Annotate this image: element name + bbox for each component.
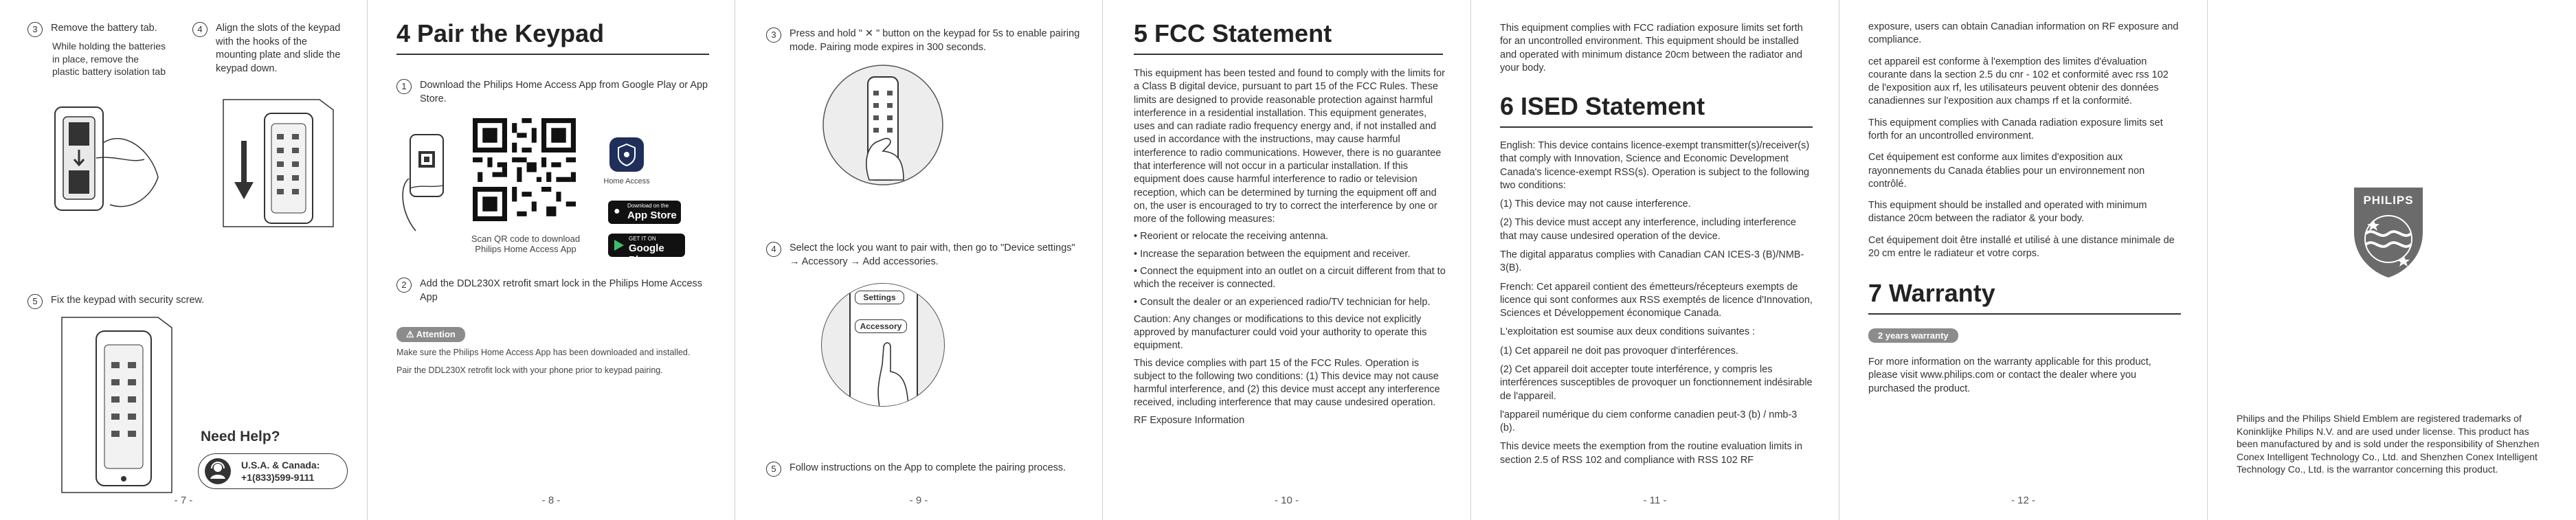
step-text: Download the Philips Home Access App from Google Play or App Store. [420,80,708,104]
ised-paragraph: The digital apparatus complies with Canadian CAN ICES-3 (B)/NMB-3(B). [1500,249,1804,274]
rf-exposure-text: This equipment complies with FCC radiation exposure limits set forth for an uncontrolled environment. This equipment should be installed and operated with minimum distance 20cm between the radiator and your body. [1500,23,1803,74]
page-number: - 10 - [1274,495,1299,506]
ised-paragraph: French: Cet appareil contient des émetteurs/récepteurs exempts de licence qui sont conformes aux RSS exemptés de licence d'Innovation, Sciences et Développement économique Canada. [1500,281,1813,319]
step-download-app [396,79,713,106]
press-hold-illustration [821,63,945,187]
page-7 [0,0,368,520]
canada-body [1868,21,2181,269]
qr-caption-line1: Scan QR code to download [471,234,581,244]
ised-paragraph: (1) Cet appareil ne doit pas provoquer d'interférences. [1500,345,1738,357]
step-number: 5 [766,462,781,477]
canada-paragraph: Cet équipement doit être installé et utilisé à une distance minimale de 20 cm entre le radiateur et votre corps. [1868,234,2175,259]
title-rule [1134,54,1443,55]
support-agent-icon [204,457,232,485]
fcc-paragraph: This device complies with part 15 of the FCC Rules. Operation is subject to the following two conditions: (1) This device may not cause harmful interference, and (2) this device must accept any interference received, including interference that may cause undesired operation. [1134,357,1440,409]
step-number: 4 [192,22,208,37]
section-heading: 7 Warranty [1868,279,1995,307]
page-10 [1103,0,1471,520]
ised-body [1500,139,1813,467]
attention-badge [396,327,465,342]
warning-icon: ⚠ [406,329,414,339]
step-number: 1 [396,79,412,94]
canada-paragraph: This equipment complies with Canada radiation exposure limits set forth for an uncontrolled environment. [1868,117,2163,142]
step-number: 3 [766,27,781,43]
step-number: 5 [27,294,43,309]
app-store-small: Download on the [627,203,669,209]
google-play-badge[interactable] [608,234,685,266]
attention-line-1: Make sure the Philips Home Access App has been downloaded and installed. [396,348,691,357]
trademark-notice: Philips and the Philips Shield Emblem are registered trademarks of Koninklijke Philips N.V. and are used under license. This product has been manufactured by and is sold under the responsibility of Shenzhen Conex Intelligent Technology Co., Ltd. and Shenzhen Conex Intelligent Technology Co., Ltd. is the warrantor concerning this product. [2237,413,2540,475]
page-12 [1839,0,2208,520]
step-text: Fix the keypad with security screw. [51,295,205,306]
google-play-big: Google Play [629,242,664,266]
section-title [1134,19,1443,70]
step-number: 2 [396,278,412,293]
step-number: 3 [27,22,43,37]
fcc-paragraph: This equipment has been tested and found to comply with the limits for a Class B digital device, pursuant to part 15 of the FCC Rules. These limits are designed to provide reasonable protection against harmful interference in a residential installation. This equipment generates, uses and can radiate radio frequency energy and, if not installed and used in accordance with the instructions, may cause harmful interference to radio communications. However, there is no guarantee that interference will not occur in a particular installation. If this equipment does cause harmful interference to radio or television reception, which can be determined by turning the equipment off and on, the user is encouraged to try to correct the interference by one or more of the following measures: [1134,68,1445,225]
fcc-bullet: • Consult the dealer or an experienced radio/TV technician for help. [1134,296,1431,308]
step-title: Remove the battery tab. [51,23,157,34]
ised-paragraph: English: This device contains licence-exempt transmitter(s)/receiver(s) that comply with Innovation, Science and Economic Development Canada's licence-exempt RSS(s). Operation is subject to the following two conditions: [1500,140,1810,191]
section-title [1868,279,2181,330]
keypad-slide-illustration [216,93,340,230]
canada-paragraph: Cet équipement est conforme aux limites d'exposition aux rayonnements du Canada établies pour un environnement non contrôlé. [1868,152,2145,190]
philips-wordmark: PHILIPS [2363,194,2414,207]
app-store-big: App Store [627,210,677,221]
fcc-body [1134,67,1446,427]
home-access-app-icon [609,137,644,172]
fcc-bullet: • Connect the equipment into an outlet on a circuit different from that to which the receiver is connected. [1134,265,1446,291]
ised-paragraph: l'appareil numérique du ciem conforme canadien peut-3 (b) / nmb-3 (b). [1500,409,1797,434]
canada-paragraph: cet appareil est conforme à l'exemption des limites d'évaluation courante dans la section 2.5 du cnr - 102 et conformité avec rss 102 de l'exposition aux rf, les utilisateurs peuvent obtenir des données canadiennes sur l'exposition aux champs rf et la conformité. [1868,56,2169,107]
step-text: Follow instructions on the App to complete the pairing process. [789,462,1066,473]
step-select-lock [766,242,1082,269]
title-rule [1868,313,2181,315]
page-number: - 7 - [174,495,193,506]
app-screen-illustration [821,283,945,407]
step-align-keypad [192,22,347,76]
page-9 [735,0,1103,520]
step-remove-battery-tab [27,22,192,37]
fcc-bullet: • Increase the separation between the equipment and receiver. [1134,248,1411,260]
fcc-bullet: • Reorient or relocate the receiving antenna. [1134,231,1329,242]
section-heading: 6 ISED Statement [1500,92,1705,120]
step-text: Align the slots of the keypad with the hooks of the mounting plate and slide the keypad down. [216,23,341,74]
ised-paragraph: (2) Cet appareil doit accepter toute interférence, y compris les interférences susceptibles de provoquer un fonctionnement indésirable de l'appareil. [1500,363,1813,402]
warranty-badge: 2 years warranty [1868,328,1958,343]
title-rule [396,54,709,55]
help-box [198,453,348,489]
canada-paragraph: This equipment should be installed and operated with minimum distance 20cm between the radiator & your body. [1868,200,2147,225]
help-phone: +1(833)599-9111 [241,472,315,483]
play-icon [614,239,625,251]
attention-line-2: Pair the DDL230X retrofit lock with your phone prior to keypad pairing. [396,365,663,375]
battery-tab-illustration [48,102,165,218]
fcc-subheading: RF Exposure Information [1134,414,1245,426]
help-region: U.S.A. & Canada: [241,460,320,471]
philips-shield-logo [2351,184,2426,280]
section-heading: 5 FCC Statement [1134,19,1332,47]
ised-paragraph: (2) This device must accept any interference, including interference that may cause undesired operation of the device. [1500,217,1796,242]
qr-caption [471,234,581,254]
attention-label: Attention [416,329,456,339]
section-title [1500,92,1813,143]
step-text: Add the DDL230X retrofit smart lock in the Philips Home Access App [420,278,703,303]
step-text: Select the lock you want to pair with, then go to "Device settings" → Accessory → Add accessories. [789,242,1075,267]
fcc-paragraph: Caution: Any changes or modifications to this device not explicitly approved by manufacturer could void your authority to operate this equipment. [1134,313,1427,352]
page-number: - 12 - [2011,495,2035,506]
step-detail: While holding the batteries in place, remove the plastic battery isolation tab [52,41,166,78]
keypad-screw-illustration [55,310,179,496]
section-title [396,19,709,70]
qr-code [473,118,576,221]
step-follow-instructions [766,462,1082,477]
page-number: - 11 - [1643,495,1667,506]
settings-menu-item[interactable]: Settings [855,291,904,304]
page-8 [368,0,735,520]
warranty-text: For more information on the warranty applicable for this product, please visit www.philips.com or contact the dealer where you purchased the product. [1868,357,2151,394]
phone-hand-icon [395,131,450,234]
step-text: Press and hold " ✕ " button on the keypad for 5s to enable pairing mode. Pairing mode expires in 300 seconds. [789,28,1080,53]
page-number: - 9 - [909,495,928,506]
section-heading: 4 Pair the Keypad [396,19,605,47]
back-cover [2208,0,2576,520]
title-rule [1500,126,1813,128]
app-store-badge[interactable] [608,201,681,224]
accessory-menu-item[interactable]: Accessory [855,319,907,333]
page-11 [1471,0,1839,520]
ised-paragraph: L'exploitation est soumise aux deux conditions suivantes : [1500,326,1756,338]
canada-paragraph: exposure, users can obtain Canadian information on RF exposure and compliance. [1868,21,2179,46]
shield-icon [609,137,644,172]
step-enable-pairing [766,27,1082,54]
qr-caption-line2: Philips Home Access App [475,244,576,254]
apple-icon: ● [614,205,620,217]
help-title: Need Help? [201,429,280,444]
ised-paragraph: (1) This device may not cause interference. [1500,199,1691,210]
ised-paragraph: This device meets the exemption from the routine evaluation limits in section 2.5 of RSS 102 and compliance with RSS 102 RF [1500,441,1803,466]
step-number: 4 [766,242,781,257]
google-play-small: GET IT ON [629,236,656,242]
page-number: - 8 - [541,495,561,506]
step-fix-screw [27,294,247,309]
finger-tap-icon [867,337,915,407]
step-add-lock [396,278,713,304]
home-access-label: Home Access [603,177,650,185]
